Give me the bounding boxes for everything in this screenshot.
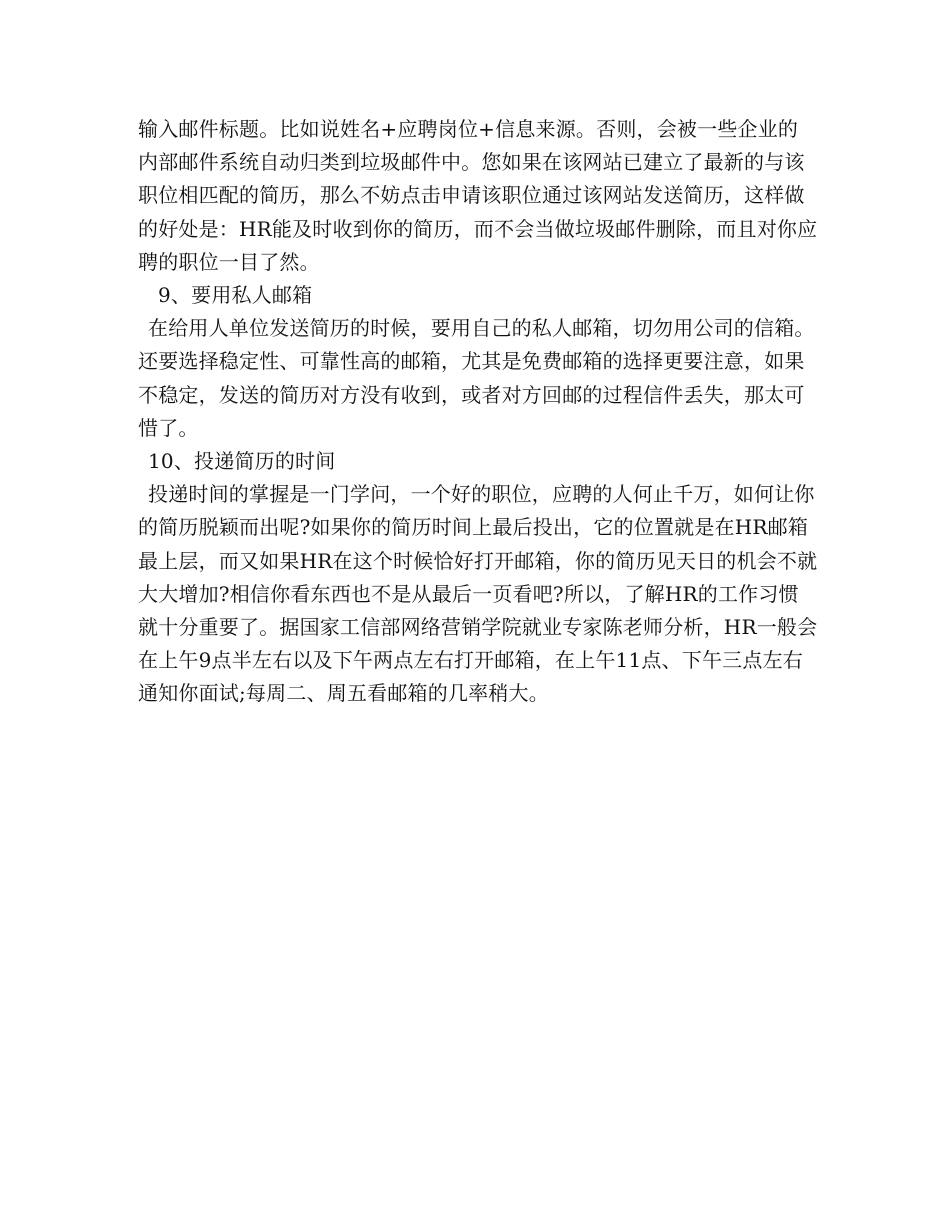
section-10-heading: 10、投递简历的时间: [148, 449, 336, 474]
intro-paragraph: 输入邮件标题。比如说姓名+应聘岗位+信息来源。否则，会被一些企业的内部邮件系统自动归类到垃圾邮件中。您如果在该网站已建立了最新的与该职位相匹配的简历，那么不妨点击申请该职位通过该网站发送简历，这样做的好处是：HR能及时收到你的简历，而不会当做垃圾邮件删除，而且对你应聘的职位一目了然。: [138, 117, 818, 274]
section-9-body: 在给用人单位发送简历的时候，要用自己的私人邮箱，切勿用公司的信箱。还要选择稳定性、可靠性高的邮箱，尤其是免费邮箱的选择更要注意，如果不稳定，发送的简历对方没有收到，或者对方回邮的过程信件丢失，那太可惜了。: [138, 316, 815, 440]
section-10-body: 投递时间的掌握是一门学问，一个好的职位，应聘的人何止千万，如何让你的简历脱颖而出呢?如果你的简历时间上最后投出，它的位置就是在HR邮箱最上层，而又如果HR在这个时候恰好打开邮箱，你的简历见天日的机会不就大大增加?相信你看东西也不是从最后一页看吧?所以，了解HR的工作习惯就十分重要了。据国家工信部网络营销学院就业专家陈老师分析，HR一般会在上午9点半左右以及下午两点左右打开邮箱，在上午11点、下午三点左右通知你面试;每周二、周五看邮箱的几率稍大。: [138, 482, 818, 706]
section-9-heading: 9、要用私人邮箱: [158, 283, 313, 308]
document-body: [138, 113, 818, 711]
